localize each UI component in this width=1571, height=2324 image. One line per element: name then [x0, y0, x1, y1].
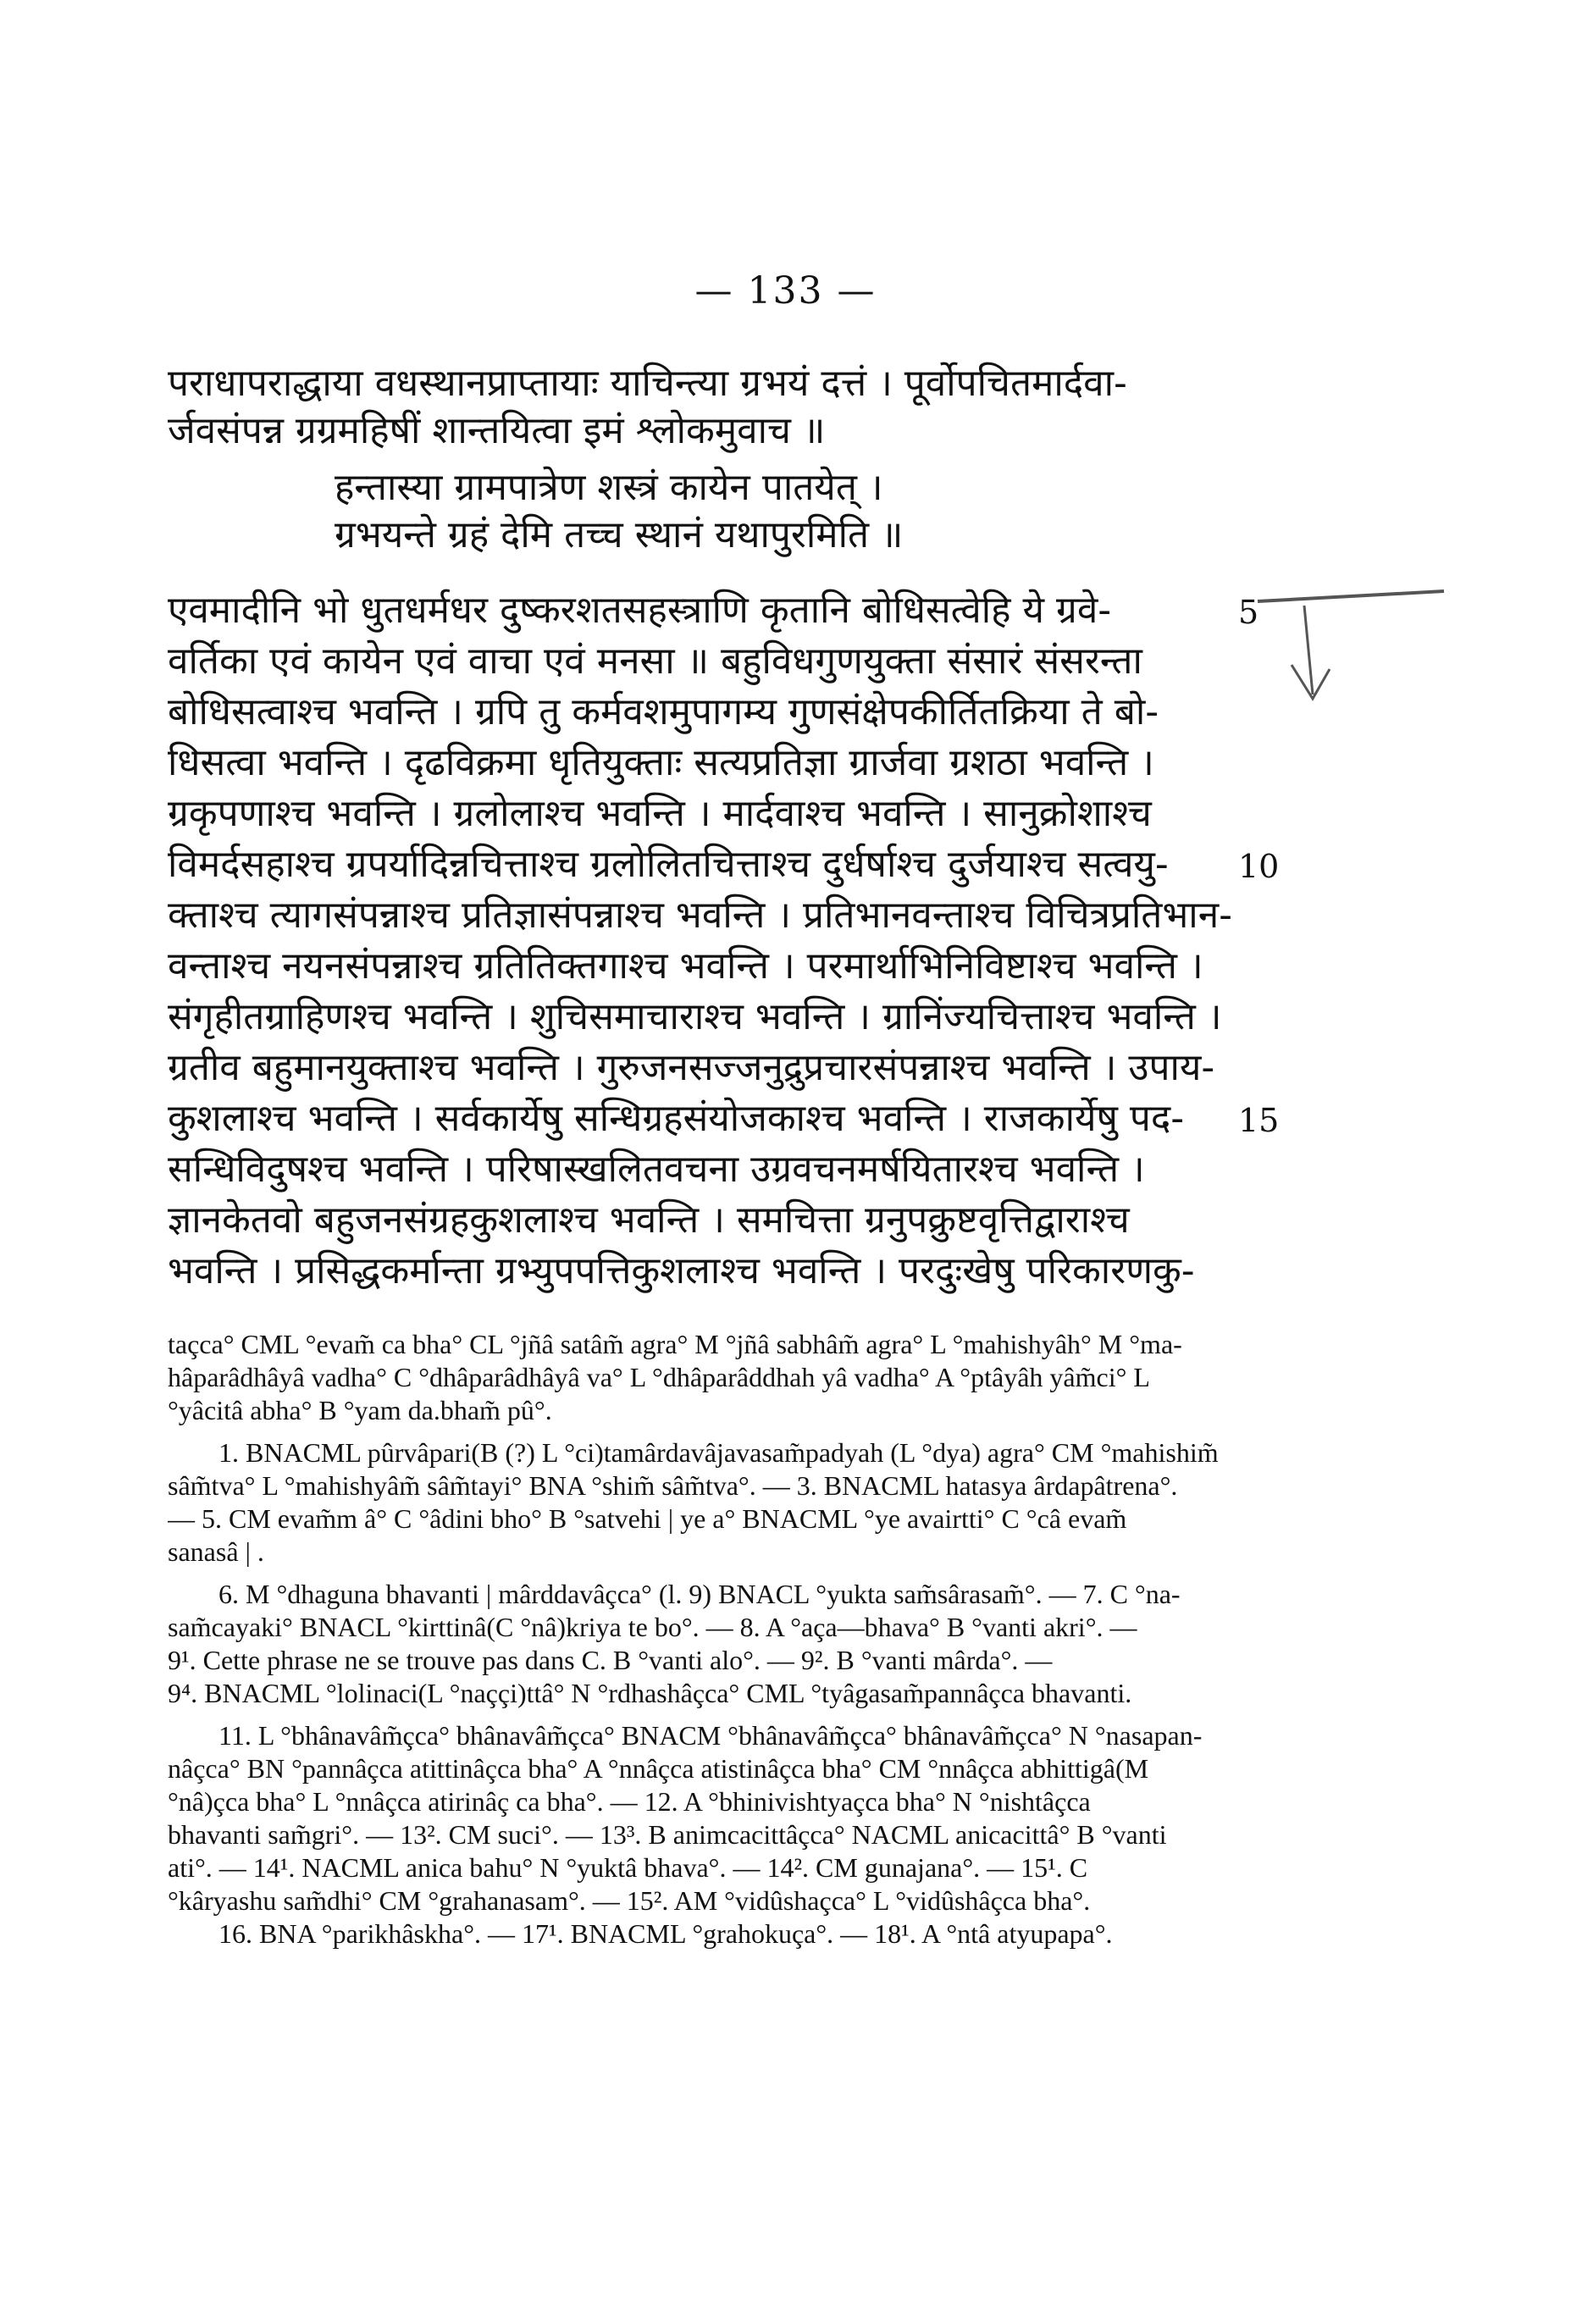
sanskrit-line: वन्ताश्च नयनसंपन्नाश्च ग्रतितिक्तगाश्च भवन्ति । परमार्थाभिनिविष्टाश्च भवन्ति ।: [168, 944, 1203, 988]
sanskrit-line: धिसत्वा भवन्ति । दृढविक्रमा धृतियुक्ताः सत्यप्रतिज्ञा ग्रार्जवा ग्रशठा भवन्ति ।: [168, 741, 1154, 784]
sanskrit-line: ज्ञानकेतवो बहुजनसंग्रहकुशलाश्च भवन्ति । समचित्ता ग्रनुपक्रुष्टवृत्तिद्वाराश्च: [168, 1198, 1130, 1242]
margin-arrow-mark: [1253, 584, 1448, 728]
footnote-line: °yâcitâ abha° B °yam da.bham̃ pû°.: [168, 1395, 552, 1425]
footnote-line: 11. L °bhânavâm̃çca° bhânavâm̃çca° BNACM °bhânavâm̃çca° bhânavâm̃çca° N °nasapan-: [219, 1720, 1203, 1751]
footnote-line: 16. BNA °parikhâskha°. — 17¹. BNACML °grahokuça°. — 18¹. A °ntâ atyupapa°.: [219, 1918, 1113, 1949]
footnote-line: bhavanti sam̃gri°. — 13². CM suci°. — 13³. B animcacittâçca° NACML anicacittâ° B °vanti: [168, 1819, 1167, 1850]
sanskrit-line: भवन्ति । प्रसिद्धकर्मान्ता ग्रभ्युपपत्तिकुशलाश्च भवन्ति । परदुःखेषु परिकारणकु-: [168, 1249, 1195, 1292]
sanskrit-line: वर्तिका एवं कायेन एवं वाचा एवं मनसा ॥ बहुविधगुणयुक्ता संसारं संसरन्ता: [168, 639, 1142, 683]
verse-line: हन्तास्या ग्रामपात्रेण शस्त्रं कायेन पातयेत् ।: [335, 466, 883, 509]
verse-line: ग्रभयन्ते ग्रहं देमि तच्च स्थानं यथापुरमिति ॥: [335, 513, 904, 556]
sanskrit-line: क्ताश्च त्यागसंपन्नाश्च प्रतिज्ञासंपन्नाश्च भवन्ति । प्रतिभानवन्ताश्च विचित्रप्रतिभान-: [168, 894, 1232, 937]
sanskrit-line: ग्रतीव बहुमानयुक्ताश्च भवन्ति । गुरुजनसज्जनुद्रुप्रचारसंपन्नाश्च भवन्ति । उपाय-: [168, 1046, 1215, 1089]
footnote-line: — 5. CM evam̃m â° C °âdini bho° B °satvehi | ye a° BNACML °ye avairtti° C °câ evam̃: [168, 1503, 1127, 1534]
footnote-line: taçca° CML °evam̃ ca bha° CL °jñâ satâm̃ agra° M °jñâ sabhâm̃ agra° L °mahishyâh° M °ma-: [168, 1329, 1182, 1359]
footnote-line: 1. BNACML pûrvâpari(B (?) L °ci)tamârdavâjavasam̃padyah (L °dya) agra° CM °mahishim̃: [219, 1437, 1219, 1468]
footnote-line: sanasâ | .: [168, 1536, 264, 1567]
footnote-line: 9¹. Cette phrase ne se trouve pas dans C. B °vanti alo°. — 9². B °vanti mârda°. —: [168, 1645, 1053, 1675]
footnote-line: ati°. — 14¹. NACML anica bahu° N °yuktâ bhava°. — 14². CM gunajana°. — 15¹. C: [168, 1852, 1088, 1883]
sanskrit-line: सन्धिविदुषश्च भवन्ति । परिषास्खलितवचना उग्रवचनमर्षयितारश्च भवन्ति ।: [168, 1148, 1145, 1191]
footnote-line: sam̃cayaki° BNACL °kirttinâ(C °nâ)kriya te bo°. — 8. A °aça—bhava° B °vanti akri°. —: [168, 1612, 1137, 1642]
line-number: 10: [1238, 848, 1280, 885]
footnote-line: °nâ)çca bha° L °nnâçca atirinâç ca bha°. — 12. A °bhinivishtyaçca bha° N °nishtâçca: [168, 1786, 1091, 1817]
line-number: 15: [1238, 1102, 1280, 1139]
footnote-line: sâm̃tva° L °mahishyâm̃ sâm̃tayi° BNA °shim̃ sâm̃tva°. — 3. BNACML hatasya ârdapâtrena°.: [168, 1470, 1178, 1501]
footnote-line: 6. M °dhaguna bhavanti | mârddavâçca° (l. 9) BNACL °yukta sam̃sârasam̃°. — 7. C °na-: [219, 1579, 1181, 1609]
line-number: 5: [1238, 594, 1259, 631]
footnote-line: 9⁴. BNACML °lolinaci(L °naççi)ttâ° N °rdhashâçca° CML °tyâgasam̃pannâçca bhavanti.: [168, 1678, 1132, 1708]
sanskrit-line: संगृहीतग्राहिणश्च भवन्ति । शुचिसमाचाराश्च भवन्ति । ग्रानिंज्यचित्ताश्च भवन्ति ।: [168, 995, 1222, 1038]
footnote-line: nâçca° BN °pannâçca atittinâçca bha° A °nnâçca atistinâçca bha° CM °nnâçca abhittigâ(M: [168, 1753, 1149, 1784]
sanskrit-line: ग्रकृपणाश्च भवन्ति । ग्रलोलाश्च भवन्ति । मार्दवाश्च भवन्ति । सानुक्रोशाश्च: [168, 792, 1152, 835]
sanskrit-line: कुशलाश्च भवन्ति । सर्वकार्येषु सन्धिग्रहसंयोजकाश्च भवन्ति । राजकार्येषु पद-: [168, 1097, 1185, 1140]
sanskrit-line: एवमादीनि भो धुतधर्मधर दुष्करशतसहस्त्राणि कृतानि बोधिसत्वेहि ये ग्रवे-: [168, 589, 1112, 632]
sanskrit-line: र्जवसंपन्न ग्रग्रमहिषीं शान्तयित्वा इमं श्लोकमुवाच ॥: [168, 409, 826, 452]
footnote-line: °kâryashu sam̃dhi° CM °grahanasam°. — 15². AM °vidûshaçca° L °vidûshâçca bha°.: [168, 1885, 1091, 1916]
sanskrit-line: पराधापराद्धाया वधस्थानप्राप्तायाः याचिन्त्या ग्रभयं दत्तं । पूर्वोपचितमार्दवा-: [168, 362, 1127, 405]
sanskrit-line: विमर्दसहाश्च ग्रपर्यादिन्नचित्ताश्च ग्रलोलितचित्ताश्च दुर्धर्षाश्च दुर्जयाश्च सत्वयु-: [168, 843, 1169, 886]
sanskrit-line: बोधिसत्वाश्च भवन्ति । ग्रपि तु कर्मवशमुपागम्य गुणसंक्षेपकीर्तितक्रिया ते बो-: [168, 690, 1159, 733]
page-number: — 133 —: [694, 269, 877, 313]
footnote-line: hâparâdhâyâ vadha° C °dhâparâdhâyâ va° L °dhâparâddhah yâ vadha° A °ptâyâh yâm̃ci° L: [168, 1362, 1150, 1392]
